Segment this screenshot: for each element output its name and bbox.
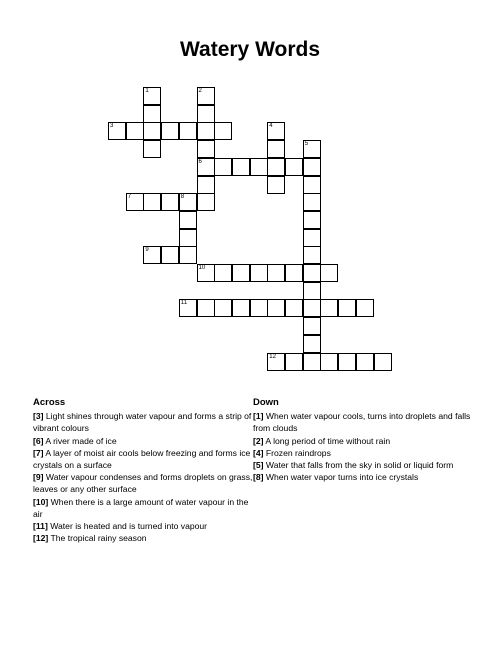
- grid-cell[interactable]: [250, 299, 268, 317]
- across-clue: [33, 410, 255, 434]
- grid-cell[interactable]: [214, 158, 232, 176]
- clue-text: When water vapor turns into ice crystals: [263, 472, 419, 483]
- grid-cell[interactable]: [285, 353, 303, 371]
- grid-cell[interactable]: [374, 353, 392, 371]
- grid-cell[interactable]: [303, 317, 321, 335]
- clue-number: [8]: [253, 472, 264, 483]
- grid-cell[interactable]: [303, 193, 321, 211]
- clue-number-label: 7: [127, 194, 132, 201]
- clue-text: A long period of time without rain: [263, 435, 391, 446]
- grid-cell[interactable]: [232, 264, 250, 282]
- grid-cell[interactable]: [197, 176, 215, 194]
- clue-number: [4]: [253, 447, 264, 458]
- grid-cell[interactable]: [303, 299, 321, 317]
- across-clues: [33, 397, 255, 544]
- down-clue: [253, 447, 475, 459]
- grid-cell[interactable]: [267, 353, 285, 371]
- clue-text: A layer of moist air cools below freezing and forms ice crystals on a surface: [33, 447, 251, 471]
- across-clue: [33, 447, 255, 471]
- clue-number-label: 6: [198, 158, 202, 165]
- down-clues: [253, 397, 475, 483]
- grid-cell[interactable]: [161, 246, 179, 264]
- clue-text: When water vapour cools, turns into droplets and falls from clouds: [253, 411, 471, 434]
- grid-cell[interactable]: [197, 87, 215, 105]
- clue-number: [1]: [253, 411, 264, 422]
- across-clue: [33, 520, 255, 532]
- grid-cell[interactable]: [285, 299, 303, 317]
- down-clue: [253, 459, 475, 471]
- grid-cell[interactable]: [356, 353, 374, 371]
- grid-cell[interactable]: [267, 176, 285, 194]
- clue-text: Light shines through water vapour and forms a strip of vibrant colours: [33, 411, 252, 434]
- down-clue: [253, 410, 475, 434]
- grid-cell[interactable]: [161, 193, 179, 211]
- across-clue: [33, 496, 255, 520]
- clue-text: Water vapour condenses and forms droplets on grass, leaves or any other surface: [33, 472, 253, 495]
- grid-cell[interactable]: [303, 246, 321, 264]
- clue-number-label: 2: [198, 88, 202, 94]
- grid-cell[interactable]: [179, 193, 197, 211]
- grid-cell[interactable]: [320, 264, 338, 282]
- clue-text: Frozen raindrops: [263, 447, 331, 458]
- clue-text: The tropical rainy season: [48, 533, 147, 544]
- clue-text: When there is a large amount of water vapour in the air: [33, 496, 249, 519]
- clue-number: [7]: [33, 447, 44, 458]
- grid-cell[interactable]: [179, 211, 197, 229]
- down-clue: [253, 471, 475, 483]
- grid-cell[interactable]: [303, 353, 321, 371]
- down-clue: [253, 435, 475, 447]
- grid-cell[interactable]: [338, 353, 356, 371]
- grid-cell[interactable]: [143, 140, 161, 158]
- grid-cell[interactable]: [303, 335, 321, 353]
- grid-cell[interactable]: [250, 158, 268, 176]
- clue-number: [9]: [33, 472, 44, 483]
- clue-number: [3]: [33, 411, 44, 422]
- grid-cell[interactable]: [108, 122, 126, 140]
- across-clue: [33, 471, 255, 495]
- grid-cell[interactable]: [320, 353, 338, 371]
- down-heading: Down: [253, 397, 279, 408]
- clue-number: [11]: [33, 521, 48, 532]
- grid-cell[interactable]: [143, 87, 161, 105]
- grid-cell[interactable]: [126, 122, 144, 140]
- grid-cell[interactable]: [303, 158, 321, 176]
- clue-number: [2]: [253, 435, 264, 446]
- clue-number-label: 3: [110, 123, 114, 130]
- grid-cell[interactable]: [303, 176, 321, 194]
- grid-cell[interactable]: [143, 122, 161, 140]
- grid-cell[interactable]: [214, 264, 232, 282]
- grid-cell[interactable]: [197, 264, 215, 282]
- grid-cell[interactable]: [197, 299, 215, 317]
- grid-cell[interactable]: [285, 158, 303, 176]
- grid-cell[interactable]: [267, 264, 285, 282]
- grid-cell[interactable]: [214, 299, 232, 317]
- across-heading: Across: [33, 397, 66, 408]
- grid-cell[interactable]: [126, 193, 144, 211]
- clue-number-label: 9: [145, 247, 149, 254]
- grid-cell[interactable]: [179, 122, 197, 140]
- clue-text: Water is heated and is turned into vapour: [47, 521, 208, 532]
- grid-cell[interactable]: [267, 122, 285, 140]
- grid-cell[interactable]: [267, 299, 285, 317]
- grid-cell[interactable]: [143, 193, 161, 211]
- grid-cell[interactable]: [303, 211, 321, 229]
- clue-number: [10]: [33, 496, 49, 507]
- grid-cell[interactable]: [197, 193, 215, 211]
- clue-number-label: 12: [269, 353, 276, 360]
- grid-cell[interactable]: [320, 299, 338, 317]
- clue-number-label: 8: [180, 194, 185, 201]
- grid-cell[interactable]: [338, 299, 356, 317]
- grid-cell[interactable]: [197, 122, 215, 140]
- clue-text: Water that falls from the sky in solid or liquid form: [263, 460, 454, 471]
- clue-number-label: 10: [198, 265, 206, 271]
- clue-number: [12]: [33, 533, 49, 544]
- across-clue: [33, 532, 255, 544]
- grid-cell[interactable]: [285, 264, 303, 282]
- grid-cell[interactable]: [303, 264, 321, 282]
- grid-cell[interactable]: [214, 122, 232, 140]
- grid-cell[interactable]: [267, 140, 285, 158]
- clue-number-label: 4: [269, 123, 273, 130]
- clue-number-label: 11: [180, 300, 188, 307]
- grid-cell[interactable]: [179, 299, 197, 317]
- clue-number-label: 5: [304, 141, 309, 148]
- grid-cell[interactable]: [197, 158, 215, 176]
- grid-cell[interactable]: [197, 105, 215, 123]
- clue-number: [5]: [253, 460, 264, 471]
- puzzle-title: Watery Words: [179, 38, 321, 61]
- grid-cell[interactable]: [303, 140, 321, 158]
- grid-cell[interactable]: [143, 105, 161, 123]
- grid-cell[interactable]: [250, 264, 268, 282]
- grid-cell[interactable]: [303, 229, 321, 247]
- clue-number-label: 1: [145, 88, 149, 94]
- grid-cell[interactable]: [232, 158, 250, 176]
- grid-cell[interactable]: [303, 282, 321, 300]
- grid-cell[interactable]: [267, 158, 285, 176]
- clue-text: A river made of ice: [43, 435, 117, 446]
- grid-cell[interactable]: [179, 229, 197, 247]
- grid-cell[interactable]: [143, 246, 161, 264]
- grid-cell[interactable]: [161, 122, 179, 140]
- grid-cell[interactable]: [232, 299, 250, 317]
- clue-number: [6]: [33, 435, 44, 446]
- grid-cell[interactable]: [197, 140, 215, 158]
- across-clue: [33, 435, 255, 447]
- grid-cell[interactable]: [356, 299, 374, 317]
- grid-cell[interactable]: [179, 246, 197, 264]
